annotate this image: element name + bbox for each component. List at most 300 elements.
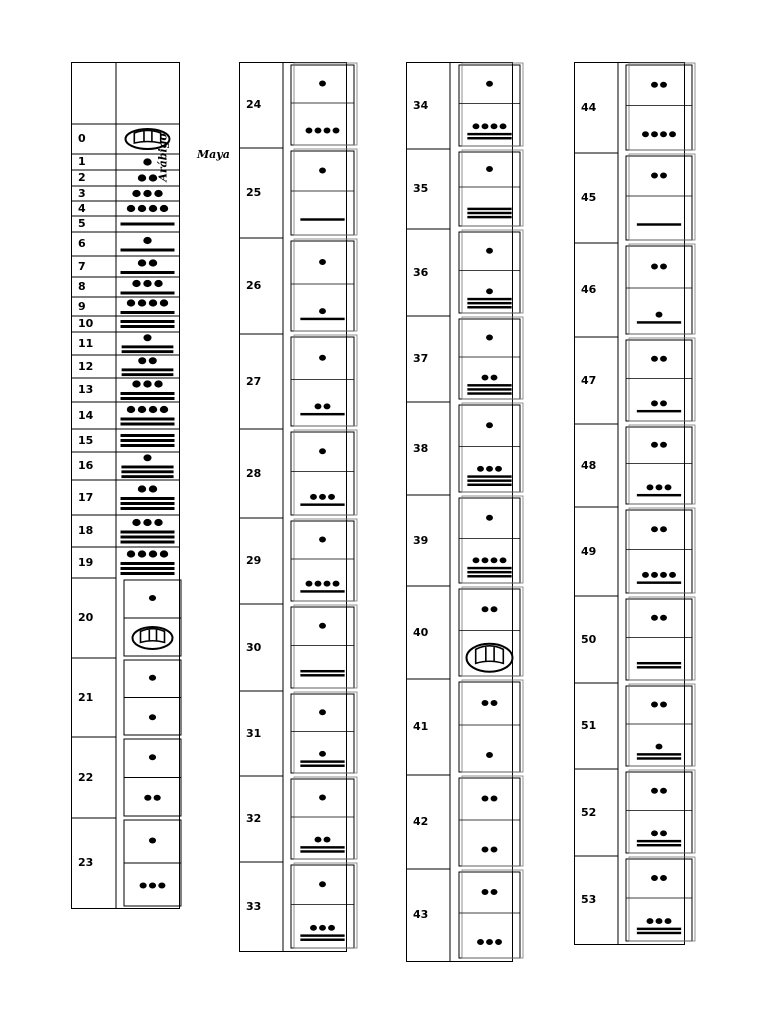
maya-28-bottom-dot [310,494,317,500]
maya-35-bottom-bar [467,216,511,218]
maya-27-bottom-dot [324,403,331,409]
arabic-number-label: 50 [581,632,597,646]
maya-37-bottom-dot [491,375,498,381]
arabic-number-label: 42 [413,815,429,828]
header-arabic: Arábigo [156,133,170,182]
maya-46-bottom-bar [637,321,681,323]
maya-33-bottom-bar [300,938,344,940]
maya-26-bottom-bar [300,318,344,320]
maya-31-top-dot [319,709,326,715]
maya-3-dot [154,190,162,197]
maya-1-dot [143,158,151,165]
maya-19-dot [160,550,168,557]
maya-33-bottom-bar [300,934,344,936]
maya-positional-box [626,156,692,240]
maya-11-bar [122,345,174,348]
maya-14-bar [121,423,175,426]
maya-52-bottom-bar [637,840,681,842]
maya-23-bottom-dot [158,882,165,888]
maya-51-bottom-dot [656,744,663,750]
maya-43-top-dot [491,889,498,895]
maya-29-top-dot [319,537,326,543]
maya-43-bottom-dot [486,939,493,945]
arabic-number-label: 26 [246,279,262,292]
maya-21-top-dot [149,675,156,681]
maya-positional-box [291,151,354,235]
maya-positional-box [626,65,692,150]
maya-16-dot [143,454,151,461]
maya-positional-box [459,682,520,772]
maya-positional-box-shadow [462,403,523,492]
maya-8-dot [143,280,151,287]
maya-51-top-dot [660,702,667,708]
maya-positional-box-shadow [629,244,695,334]
maya-28-bottom-dot [328,494,335,500]
maya-positional-box [459,498,520,583]
maya-36-top-dot [486,248,493,254]
maya-24-bottom-dot [315,128,322,134]
maya-25-top-dot [319,168,326,174]
arabic-number-label: 7 [78,259,86,273]
arabic-number-label: 34 [413,98,429,112]
maya-48-bottom-bar [637,494,681,496]
arabic-number-label: 31 [246,726,262,740]
maya-46-bottom-dot [656,312,663,318]
maya-14-bar [121,418,175,421]
maya-34-bottom-bar [467,137,511,139]
maya-29-bottom-dot [324,581,331,587]
maya-17-dot [138,485,146,492]
arabic-number-label: 8 [78,280,86,293]
maya-51-bottom-bar [637,757,681,759]
maya-18-dot [132,519,140,526]
maya-45-bottom-bar [637,223,681,225]
maya-19-dot [149,550,157,557]
maya-38-bottom-dot [486,466,493,472]
maya-3-dot [132,190,140,197]
maya-39-bottom-dot [473,557,480,563]
maya-33-bottom-dot [328,925,335,931]
maya-8-dot [132,280,140,287]
maya-9-dot [127,299,135,306]
maya-49-top-dot [660,526,667,532]
maya-39-bottom-bar [467,567,511,569]
maya-positional-box [291,337,354,426]
maya-18-dot [143,519,151,526]
maya-52-bottom-dot [651,830,658,836]
maya-13-dot [143,380,151,387]
maya-35-top-dot [486,166,493,172]
maya-27-bottom-bar [300,413,344,415]
maya-42-top-dot [482,796,489,802]
maya-9-bar [121,311,175,314]
maya-16-bar [121,470,173,473]
maya-4-dot [138,205,146,212]
maya-13-bar [121,392,175,395]
maya-11-dot [143,334,151,341]
maya-48-bottom-dot [647,484,654,490]
arabic-number-label: 13 [78,383,94,396]
maya-7-dot [149,259,157,266]
arabic-number-label: 15 [78,433,94,447]
maya-36-bottom-dot [486,288,493,294]
arabic-number-label: 33 [246,899,262,913]
arabic-number-label: 24 [246,98,262,111]
maya-18-bar [121,541,175,544]
maya-positional-box-shadow [294,430,357,515]
arabic-number-label: 53 [581,893,597,906]
arabic-number-label: 10 [78,317,94,330]
maya-15-bar [121,444,175,447]
arabic-number-label: 18 [78,524,94,537]
maya-32-bottom-bar [300,846,344,848]
maya-19-bar [121,567,175,570]
maya-36-bottom-bar [467,302,511,304]
maya-37-top-dot [486,335,493,341]
maya-38-bottom-bar [467,479,511,481]
arabic-number-label: 40 [413,625,429,639]
arabic-number-label: 1 [78,155,86,168]
maya-positional-box-shadow [462,680,523,772]
maya-47-bottom-dot [651,400,658,406]
maya-positional-box [459,778,520,866]
maya-9-dot [138,299,146,306]
arabic-number-label: 52 [581,805,597,819]
maya-9-dot [149,299,157,306]
maya-32-bottom-bar [300,850,344,852]
maya-28-top-dot [319,448,326,454]
maya-12-dot [149,357,157,364]
maya-52-bottom-dot [660,830,667,836]
maya-8-dot [154,280,162,287]
arabic-number-label: 35 [413,182,429,195]
maya-19-dot [127,550,135,557]
maya-12-bar [122,373,174,376]
maya-positional-box-shadow [462,230,523,313]
maya-14-dot [149,406,157,413]
maya-34-bottom-dot [500,123,507,129]
maya-16-bar [121,475,173,478]
arabic-number-label: 21 [78,690,94,704]
maya-42-bottom-dot [482,847,489,853]
maya-44-bottom-dot [660,131,667,137]
maya-14-dot [138,406,146,413]
maya-39-bottom-dot [491,557,498,563]
arabic-number-label: 28 [246,466,262,480]
maya-36-bottom-bar [467,306,511,308]
maya-27-bottom-dot [315,403,322,409]
maya-positional-box [291,241,354,331]
maya-49-bottom-dot [651,572,658,578]
arabic-number-label: 44 [581,100,597,114]
maya-38-bottom-dot [477,466,484,472]
maya-10-bar [121,325,175,328]
arabic-number-label: 3 [78,186,86,200]
maya-47-bottom-dot [660,400,667,406]
arabic-number-label: 16 [78,459,94,472]
maya-45-top-dot [660,173,667,179]
maya-39-bottom-bar [467,575,511,577]
arabic-number-label: 29 [246,554,262,567]
maya-positional-box-shadow [294,335,357,426]
maya-31-bottom-bar [300,764,344,766]
maya-28-bottom-dot [319,494,326,500]
arabic-number-label: 38 [413,441,429,455]
maya-46-top-dot [660,264,667,270]
maya-15-bar [121,439,175,442]
arabic-number-label: 43 [413,908,429,921]
maya-positional-box [459,152,520,226]
maya-5-bar [121,223,175,226]
maya-positional-box-shadow [629,154,695,240]
maya-35-bottom-bar [467,212,511,214]
maya-24-bottom-dot [333,128,340,134]
arabic-number-label: 14 [78,408,94,422]
maya-47-top-dot [651,356,658,362]
maya-50-bottom-bar [637,666,681,668]
arabic-number-label: 20 [78,611,94,624]
maya-positional-box-shadow [294,149,357,235]
maya-39-top-dot [486,515,493,521]
maya-50-bottom-bar [637,662,681,664]
maya-52-top-dot [651,788,658,794]
maya-positional-box-shadow [462,870,523,958]
maya-23-top-dot [149,837,156,843]
maya-12-dot [138,357,146,364]
arabic-number-label: 39 [413,533,429,547]
maya-19-bar [121,562,175,565]
maya-52-top-dot [660,788,667,794]
maya-29-bottom-bar [300,590,344,592]
maya-positional-box-shadow [462,150,523,226]
maya-31-bottom-bar [300,760,344,762]
maya-43-bottom-dot [477,939,484,945]
maya-45-top-dot [651,173,658,179]
maya-40-top-dot [491,606,498,612]
arabic-number-label: 45 [581,191,597,204]
arabic-number-label: 48 [581,458,597,472]
maya-40-top-dot [482,606,489,612]
maya-13-bar [121,397,175,400]
maya-34-bottom-dot [491,123,498,129]
arabic-number-label: 17 [78,490,94,504]
maya-7-dot [138,259,146,266]
maya-42-bottom-dot [491,847,498,853]
maya-53-bottom-dot [665,918,672,924]
maya-53-top-dot [651,875,658,881]
maya-36-bottom-bar [467,298,511,300]
maya-10-bar [121,320,175,323]
arabic-number-label: 9 [78,299,86,313]
arabic-number-label: 30 [246,640,262,654]
maya-14-dot [127,406,135,413]
arabic-number-label: 19 [78,555,94,569]
maya-48-top-dot [651,442,658,448]
maya-52-bottom-bar [637,844,681,846]
arabic-number-label: 6 [78,237,86,250]
arabic-number-label: 25 [246,186,262,199]
maya-48-bottom-dot [656,484,663,490]
maya-23-bottom-dot [149,882,156,888]
maya-positional-box [459,319,520,399]
maya-4-dot [149,205,157,212]
arabic-number-label: 27 [246,374,262,388]
maya-51-top-dot [651,702,658,708]
maya-positional-box [291,521,354,601]
arabic-number-label: 32 [246,812,262,825]
maya-12-bar [122,368,174,371]
maya-46-top-dot [651,264,658,270]
maya-33-top-dot [319,881,326,887]
arabic-number-label: 36 [413,265,429,279]
maya-34-bottom-bar [467,133,511,135]
maya-42-top-dot [491,796,498,802]
maya-positional-box [626,510,692,593]
maya-49-bottom-dot [669,572,676,578]
maya-22-bottom-dot [154,795,161,801]
maya-30-bottom-bar [300,670,344,672]
maya-38-bottom-bar [467,475,511,477]
maya-53-bottom-dot [656,918,663,924]
maya-49-top-dot [651,526,658,532]
maya-39-bottom-dot [482,557,489,563]
maya-32-bottom-dot [324,837,331,843]
maya-22-bottom-dot [144,795,151,801]
maya-3-dot [143,190,151,197]
header-maya: Maya [197,148,230,161]
maya-positional-box-shadow [462,317,523,399]
arabic-number-label: 2 [78,171,86,184]
maya-4-dot [127,205,135,212]
maya-44-bottom-dot [642,131,649,137]
maya-37-bottom-bar [467,392,511,394]
maya-18-bar [121,531,175,534]
maya-16-bar [121,466,173,469]
maya-41-bottom-dot [486,752,493,758]
maya-28-bottom-bar [300,503,344,505]
maya-25-bottom-bar [300,218,344,220]
maya-48-top-dot [660,442,667,448]
arabic-number-label: 5 [78,217,86,230]
maya-35-bottom-bar [467,208,511,210]
arabic-number-label: 22 [78,770,94,784]
maya-positional-box [459,232,520,313]
maya-positional-box [626,340,692,421]
maya-29-bottom-dot [306,581,313,587]
maya-positional-box-shadow [462,776,523,866]
maya-19-dot [138,550,146,557]
maya-27-top-dot [319,355,326,361]
maya-49-bottom-dot [660,572,667,578]
maya-38-bottom-dot [495,466,502,472]
maya-11-bar [122,350,174,353]
arabic-number-label: 49 [581,544,597,558]
maya-43-bottom-dot [495,939,502,945]
maya-19-bar [121,572,175,575]
maya-21-bottom-dot [149,714,156,720]
maya-17-bar [121,502,175,505]
arabic-number-label: 12 [78,359,94,373]
maya-47-top-dot [660,356,667,362]
maya-20-bottom-zero-shell-icon [133,627,173,649]
maya-positional-box [459,405,520,492]
maya-53-top-dot [660,875,667,881]
maya-30-bottom-bar [300,674,344,676]
maya-18-bar [121,536,175,539]
maya-30-top-dot [319,623,326,629]
maya-53-bottom-bar [637,932,681,934]
maya-47-bottom-bar [637,410,681,412]
maya-34-top-dot [486,81,493,87]
maya-32-top-dot [319,795,326,801]
maya-13-dot [132,380,140,387]
arabic-number-label: 41 [413,720,429,733]
maya-14-dot [160,406,168,413]
maya-50-top-dot [651,615,658,621]
maya-33-bottom-dot [319,925,326,931]
arabic-number-label: 37 [413,352,429,365]
maya-positional-box-shadow [629,338,695,421]
maya-positional-box-shadow [294,239,357,331]
maya-13-dot [154,380,162,387]
maya-29-bottom-dot [333,581,340,587]
maya-41-top-dot [491,700,498,706]
maya-24-bottom-dot [306,128,313,134]
maya-6-dot [143,237,151,244]
maya-51-bottom-bar [637,753,681,755]
arabic-number-label: 51 [581,719,597,732]
arabic-number-label: 47 [581,373,597,387]
maya-9-dot [160,299,168,306]
maya-39-bottom-bar [467,571,511,573]
maya-32-bottom-dot [315,837,322,843]
maya-23-bottom-dot [140,882,147,888]
maya-37-bottom-bar [467,384,511,386]
maya-positional-box [291,65,354,145]
maya-7-bar [121,271,175,274]
maya-33-bottom-dot [310,925,317,931]
maya-48-bottom-dot [665,484,672,490]
maya-18-dot [154,519,162,526]
maya-17-bar [121,507,175,510]
maya-17-dot [149,485,157,492]
maya-38-top-dot [486,422,493,428]
maya-positional-box-shadow [462,496,523,583]
maya-31-bottom-dot [319,751,326,757]
maya-8-bar [121,292,175,295]
maya-24-bottom-dot [324,128,331,134]
arabic-number-label: 11 [78,336,94,350]
maya-44-top-dot [660,82,667,88]
maya-37-bottom-bar [467,388,511,390]
maya-15-bar [121,434,175,437]
maya-44-bottom-dot [669,131,676,137]
maya-49-bottom-bar [637,581,681,583]
maya-20-top-dot [149,595,156,601]
maya-positional-box-shadow [629,63,695,150]
maya-53-bottom-bar [637,928,681,930]
maya-2-dot [138,174,146,181]
maya-positional-box-shadow [629,508,695,593]
maya-6-bar [121,249,175,252]
maya-38-bottom-bar [467,484,511,486]
maya-22-top-dot [149,754,156,760]
maya-29-bottom-dot [315,581,322,587]
maya-4-dot [160,205,168,212]
maya-positional-box [459,872,520,958]
maya-26-top-dot [319,259,326,265]
arabic-number-label: 23 [78,856,94,869]
